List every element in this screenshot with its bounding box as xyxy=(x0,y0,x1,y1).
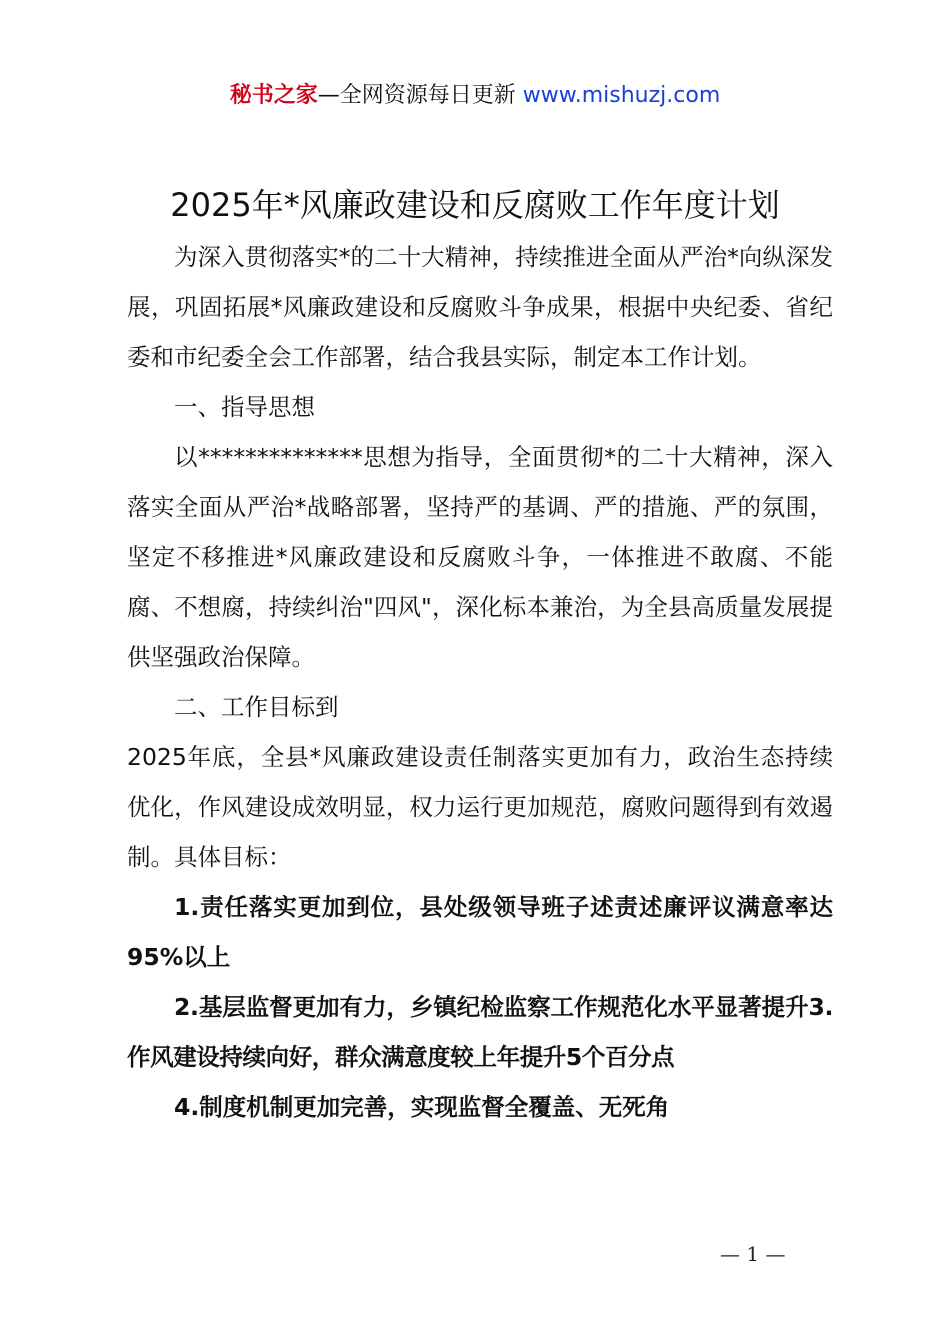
site-url-link[interactable]: www.mishuzj.com xyxy=(522,83,721,108)
header-slogan: —全网资源每日更新 xyxy=(317,83,516,108)
document-title: 2025年*风廉政建设和反腐败工作年度计划 xyxy=(170,186,780,224)
goal-item-1: 1.责任落实更加到位，县处级领导班子述责述廉评议满意率达95%以上 xyxy=(127,893,833,971)
intro-paragraph: 为深入贯彻落实*的二十大精神，持续推进全面从严治*向纵深发展，巩固拓展*风廉政建设和反腐败斗争成果，根据中央纪委、省纪委和市纪委全会工作部署，结合我县实际，制定本工作计划。 xyxy=(127,243,833,371)
work-goals-paragraph: 2025年底，全县*风廉政建设责任制落实更加有力，政治生态持续优化，作风建设成效明显，权力运行更加规范，腐败问题得到有效遏制。具体目标： xyxy=(127,743,833,871)
brand-name: 秘书之家 xyxy=(229,83,318,108)
section-heading-guiding-ideology: 一、指导思想 xyxy=(174,393,315,421)
section-heading-work-goals: 二、工作目标到 xyxy=(174,693,339,721)
site-header xyxy=(0,80,950,112)
goal-item-4: 4.制度机制更加完善，实现监督全覆盖、无死角 xyxy=(174,1093,670,1121)
guiding-ideology-paragraph: 以**************思想为指导，全面贯彻*的二十大精神，深入落实全面从严治*战略部署，坚持严的基调、严的措施、严的氛围，坚定不移推进*风廉政建设和反腐败斗争，一体推进不敢腐、不能腐、不想腐，持续纠治"四风"，深化标本兼治，为全县高质量发展提供坚强政治保障。 xyxy=(127,443,833,671)
goal-item-2-3: 2.基层监督更加有力，乡镇纪检监察工作规范化水平显著提升3.作风建设持续向好，群众满意度较上年提升5个百分点 xyxy=(127,993,833,1071)
document-body xyxy=(127,232,833,1132)
page-number: — 1 — xyxy=(720,1242,786,1266)
